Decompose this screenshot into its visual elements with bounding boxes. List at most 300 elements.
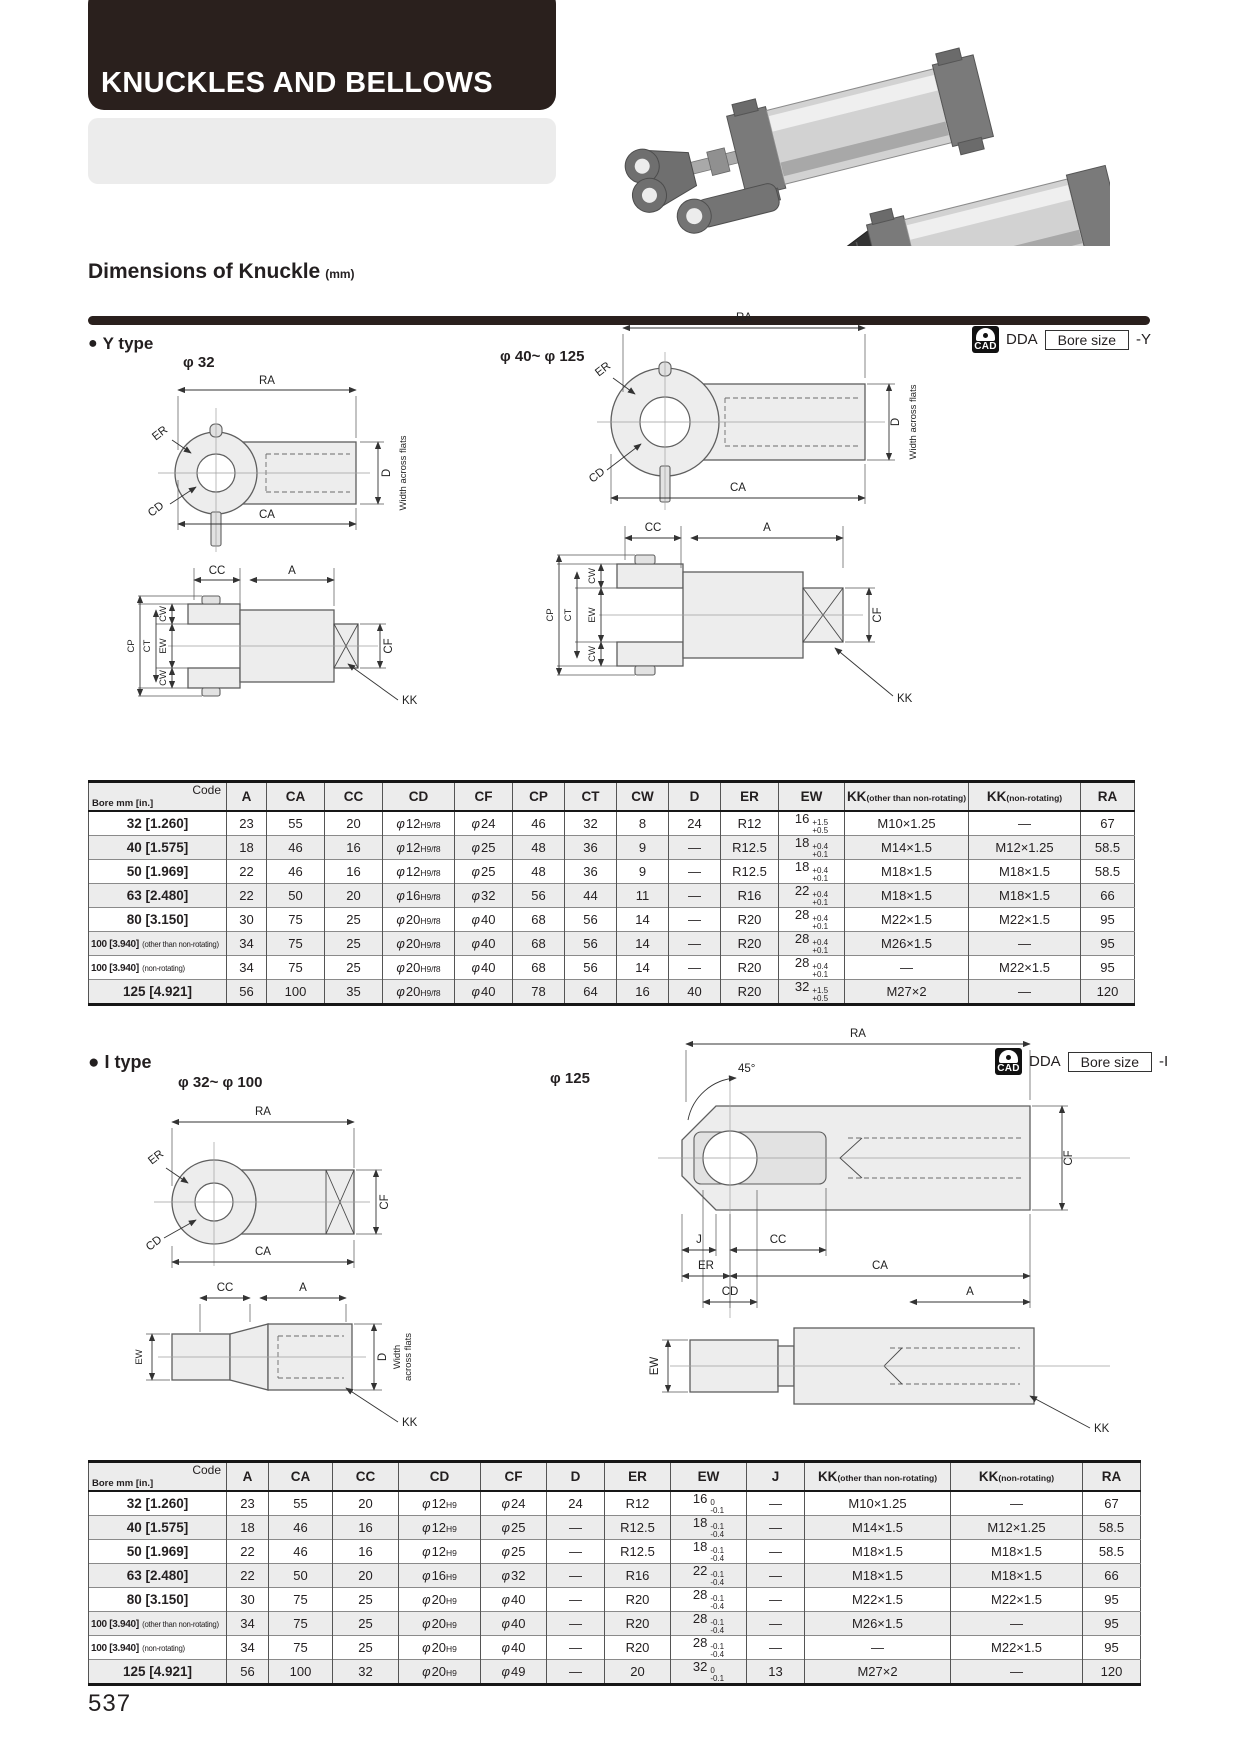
value-cell: M18×1.5: [845, 884, 969, 908]
svg-text:CP: CP: [126, 639, 137, 653]
value-cell: —: [951, 1660, 1083, 1685]
page-number: 537: [88, 1690, 132, 1717]
value-cell: —: [547, 1516, 605, 1540]
value-cell: 23: [227, 1491, 269, 1516]
bore-cell: 80 [3.150]: [89, 1588, 227, 1612]
table-row: [89, 811, 1135, 836]
value-cell: 18 +0.4 +0.1: [779, 860, 845, 884]
part-outline: [597, 352, 885, 675]
bullet-icon: ●: [88, 335, 98, 352]
svg-text:across flats: across flats: [403, 1332, 414, 1382]
svg-text:CW: CW: [587, 646, 598, 662]
page-banner: [88, 0, 556, 110]
banner-title: KNUCKLES AND BELLOWS: [101, 67, 493, 99]
value-cell: φ20H9/f8: [383, 932, 455, 956]
value-cell: M18×1.5: [845, 860, 969, 884]
svg-text:ER: ER: [150, 423, 171, 444]
svg-text:J: J: [696, 1234, 702, 1246]
value-cell: —: [747, 1516, 805, 1540]
table-row: [89, 860, 1135, 884]
value-cell: 28 -0.1 -0.4: [671, 1588, 747, 1612]
svg-text:CF: CF: [872, 607, 884, 623]
column-header: A: [227, 782, 267, 812]
value-cell: 30: [227, 1588, 269, 1612]
value-cell: 36: [565, 836, 617, 860]
value-cell: 20: [605, 1660, 671, 1685]
i-type-drawing-small: [98, 1090, 478, 1434]
value-cell: 95: [1083, 1636, 1141, 1660]
svg-text:CC: CC: [644, 522, 662, 534]
value-cell: —: [747, 1588, 805, 1612]
value-cell: 18 +0.4 +0.1: [779, 836, 845, 860]
value-cell: 56: [565, 908, 617, 932]
svg-text:KK: KK: [897, 693, 913, 705]
value-cell: 95: [1081, 908, 1135, 932]
bullet-icon: ●: [88, 1052, 100, 1073]
svg-text:A: A: [966, 1286, 974, 1298]
value-cell: 32: [333, 1660, 399, 1685]
value-cell: 50: [267, 884, 325, 908]
svg-text:CD: CD: [145, 499, 167, 520]
value-cell: 46: [267, 836, 325, 860]
value-cell: —: [951, 1491, 1083, 1516]
value-cell: —: [547, 1588, 605, 1612]
model-suffix: -I: [1159, 1053, 1169, 1070]
value-cell: 23: [227, 811, 267, 836]
svg-text:CA: CA: [255, 1246, 271, 1258]
value-cell: R12.5: [721, 860, 779, 884]
value-cell: φ40: [455, 908, 513, 932]
y-type-dimension-table: [88, 780, 1135, 1006]
value-cell: 32 +1.5 +0.5: [779, 980, 845, 1005]
value-cell: R12: [605, 1491, 671, 1516]
table-row: [89, 1516, 1141, 1540]
table-row: [89, 1540, 1141, 1564]
column-header: CA: [269, 1462, 333, 1492]
svg-text:45°: 45°: [738, 1063, 756, 1075]
svg-text:CT: CT: [142, 639, 153, 653]
svg-text:D: D: [381, 468, 393, 478]
bore-cell: 100 [3.940] (other than non-rotating): [89, 1612, 227, 1636]
table-row: [89, 980, 1135, 1005]
value-cell: M26×1.5: [845, 932, 969, 956]
value-cell: M18×1.5: [951, 1564, 1083, 1588]
value-cell: —: [747, 1540, 805, 1564]
i-type-drawing-large: [590, 1018, 1190, 1438]
value-cell: φ16H9/f8: [383, 884, 455, 908]
value-cell: φ40: [481, 1588, 547, 1612]
value-cell: φ49: [481, 1660, 547, 1685]
cad-icon: CAD: [995, 1048, 1022, 1075]
value-cell: φ16H9: [399, 1564, 481, 1588]
value-cell: φ32: [455, 884, 513, 908]
svg-text:EW: EW: [158, 638, 169, 654]
value-cell: 67: [1081, 811, 1135, 836]
value-cell: 32: [565, 811, 617, 836]
svg-text:RA: RA: [736, 312, 752, 324]
value-cell: 100: [269, 1660, 333, 1685]
value-cell: 34: [227, 956, 267, 980]
column-header: CT: [565, 782, 617, 812]
value-cell: 24: [669, 811, 721, 836]
value-cell: 28 -0.1 -0.4: [671, 1612, 747, 1636]
value-cell: 22: [227, 1540, 269, 1564]
value-cell: R16: [721, 884, 779, 908]
value-cell: 16: [333, 1540, 399, 1564]
value-cell: 22: [227, 1564, 269, 1588]
svg-text:KK: KK: [402, 695, 418, 707]
value-cell: 22 -0.1 -0.4: [671, 1564, 747, 1588]
table-row: [89, 884, 1135, 908]
value-cell: φ20H9/f8: [383, 980, 455, 1005]
value-cell: M12×1.25: [951, 1516, 1083, 1540]
value-cell: —: [669, 860, 721, 884]
column-header: ER: [721, 782, 779, 812]
value-cell: —: [969, 932, 1081, 956]
table-row: [89, 1491, 1141, 1516]
value-cell: 20: [325, 811, 383, 836]
bore-cell: 40 [1.575]: [89, 836, 227, 860]
table-row: [89, 1660, 1141, 1685]
value-cell: M22×1.5: [845, 908, 969, 932]
cylinder-photo-1: [617, 45, 996, 234]
value-cell: 120: [1081, 980, 1135, 1005]
value-cell: R12.5: [605, 1516, 671, 1540]
column-header: RA: [1083, 1462, 1141, 1492]
value-cell: —: [547, 1636, 605, 1660]
value-cell: 16 +1.5 +0.5: [779, 811, 845, 836]
svg-text:Width: Width: [392, 1344, 403, 1370]
section-heading: [88, 260, 355, 284]
value-cell: —: [547, 1540, 605, 1564]
value-cell: φ12H9/f8: [383, 836, 455, 860]
value-cell: M22×1.5: [969, 956, 1081, 980]
value-cell: 18: [227, 1516, 269, 1540]
column-header: CF: [455, 782, 513, 812]
column-header: CF: [481, 1462, 547, 1492]
value-cell: R16: [605, 1564, 671, 1588]
value-cell: 56: [227, 980, 267, 1005]
value-cell: 16: [325, 836, 383, 860]
value-cell: 56: [565, 956, 617, 980]
column-header: CW: [617, 782, 669, 812]
header-row: [89, 782, 1135, 812]
value-cell: M18×1.5: [969, 884, 1081, 908]
value-cell: 95: [1081, 956, 1135, 980]
value-cell: φ25: [481, 1516, 547, 1540]
value-cell: R20: [721, 932, 779, 956]
value-cell: 58.5: [1083, 1540, 1141, 1564]
value-cell: M14×1.5: [805, 1516, 951, 1540]
value-cell: M27×2: [845, 980, 969, 1005]
value-cell: φ24: [481, 1491, 547, 1516]
value-cell: φ20H9: [399, 1588, 481, 1612]
value-cell: —: [747, 1612, 805, 1636]
value-cell: 46: [267, 860, 325, 884]
svg-text:CT: CT: [563, 608, 574, 622]
svg-text:Width across flats: Width across flats: [908, 384, 919, 460]
svg-text:D: D: [377, 1352, 389, 1362]
value-cell: 28 +0.4 +0.1: [779, 908, 845, 932]
svg-text:CW: CW: [587, 568, 598, 584]
value-cell: 35: [325, 980, 383, 1005]
value-cell: 58.5: [1081, 860, 1135, 884]
value-cell: 11: [617, 884, 669, 908]
value-cell: M18×1.5: [951, 1540, 1083, 1564]
svg-text:CA: CA: [730, 482, 746, 494]
value-cell: 36: [565, 860, 617, 884]
value-cell: φ40: [481, 1612, 547, 1636]
value-cell: φ12H9/f8: [383, 811, 455, 836]
value-cell: R12.5: [721, 836, 779, 860]
value-cell: φ24: [455, 811, 513, 836]
banner-subpanel: [88, 118, 556, 184]
caption-y-small: φ 32: [183, 354, 215, 371]
table-row: [89, 836, 1135, 860]
value-cell: 14: [617, 932, 669, 956]
value-cell: M12×1.25: [969, 836, 1081, 860]
column-header: J: [747, 1462, 805, 1492]
column-header: RA: [1081, 782, 1135, 812]
value-cell: 28 -0.1 -0.4: [671, 1636, 747, 1660]
svg-text:ER: ER: [146, 1147, 167, 1168]
bore-cell: 100 [3.940] (other than non-rotating): [89, 932, 227, 956]
value-cell: φ12H9: [399, 1540, 481, 1564]
value-cell: M22×1.5: [805, 1588, 951, 1612]
value-cell: —: [547, 1564, 605, 1588]
cad-icon: CAD: [972, 326, 999, 353]
value-cell: —: [969, 980, 1081, 1005]
value-cell: M26×1.5: [805, 1612, 951, 1636]
value-cell: 16: [333, 1516, 399, 1540]
table-row: [89, 1588, 1141, 1612]
bore-cell: 63 [2.480]: [89, 1564, 227, 1588]
value-cell: M22×1.5: [951, 1636, 1083, 1660]
value-cell: —: [547, 1612, 605, 1636]
column-header: CC: [325, 782, 383, 812]
y-type-heading: [88, 334, 153, 354]
svg-text:CC: CC: [769, 1234, 787, 1246]
svg-text:CF: CF: [379, 1194, 391, 1210]
y-type-drawing-large: [513, 298, 963, 710]
value-cell: R20: [721, 980, 779, 1005]
value-cell: 56: [565, 932, 617, 956]
model-code: DDA: [1029, 1053, 1061, 1070]
value-cell: R20: [721, 908, 779, 932]
value-cell: —: [747, 1564, 805, 1588]
svg-text:CW: CW: [158, 606, 169, 622]
value-cell: φ12H9/f8: [383, 860, 455, 884]
value-cell: 16: [325, 860, 383, 884]
value-cell: 22: [227, 860, 267, 884]
column-header: CD: [399, 1462, 481, 1492]
bore-cell: 50 [1.969]: [89, 1540, 227, 1564]
value-cell: M10×1.25: [805, 1491, 951, 1516]
value-cell: 75: [269, 1588, 333, 1612]
model-code: DDA: [1006, 331, 1038, 348]
value-cell: 68: [513, 956, 565, 980]
value-cell: 9: [617, 836, 669, 860]
value-cell: 34: [227, 1612, 269, 1636]
column-header: CP: [513, 782, 565, 812]
value-cell: 56: [227, 1660, 269, 1685]
bore-size-box: Bore size: [1068, 1052, 1152, 1072]
column-header: EW: [671, 1462, 747, 1492]
value-cell: φ25: [455, 836, 513, 860]
table-row: [89, 956, 1135, 980]
bore-cell: 32 [1.260]: [89, 1491, 227, 1516]
value-cell: 55: [269, 1491, 333, 1516]
value-cell: 24: [547, 1491, 605, 1516]
value-cell: 28 +0.4 +0.1: [779, 932, 845, 956]
bore-cell: 125 [4.921]: [89, 980, 227, 1005]
value-cell: M10×1.25: [845, 811, 969, 836]
value-cell: 46: [513, 811, 565, 836]
column-header: KK(other than non-rotating): [805, 1462, 951, 1492]
svg-text:EW: EW: [649, 1356, 661, 1376]
table-row: [89, 908, 1135, 932]
value-cell: 44: [565, 884, 617, 908]
column-header: CA: [267, 782, 325, 812]
value-cell: φ12H9: [399, 1491, 481, 1516]
value-cell: M22×1.5: [969, 908, 1081, 932]
column-header: A: [227, 1462, 269, 1492]
value-cell: φ20H9: [399, 1636, 481, 1660]
table-row: [89, 1612, 1141, 1636]
value-cell: M14×1.5: [845, 836, 969, 860]
i-type-dimension-table: [88, 1460, 1141, 1686]
svg-text:A: A: [763, 522, 771, 534]
svg-text:A: A: [288, 565, 296, 577]
value-cell: 30: [227, 908, 267, 932]
value-cell: 75: [267, 956, 325, 980]
value-cell: 22: [227, 884, 267, 908]
caption-i-large: φ 125: [550, 1070, 590, 1087]
svg-text:A: A: [299, 1282, 307, 1294]
bore-cell: 63 [2.480]: [89, 884, 227, 908]
value-cell: 25: [325, 932, 383, 956]
value-cell: 120: [1083, 1660, 1141, 1685]
value-cell: φ20H9/f8: [383, 908, 455, 932]
value-cell: 18: [227, 836, 267, 860]
value-cell: φ40: [455, 932, 513, 956]
column-header: CC: [333, 1462, 399, 1492]
value-cell: 95: [1083, 1612, 1141, 1636]
svg-text:RA: RA: [259, 375, 275, 387]
caption-y-large: φ 40~ φ 125: [500, 348, 585, 365]
value-cell: 48: [513, 860, 565, 884]
value-cell: M18×1.5: [805, 1540, 951, 1564]
value-cell: 16 0 -0.1: [671, 1491, 747, 1516]
svg-text:Width across flats: Width across flats: [398, 435, 409, 511]
product-photo: [545, 28, 1110, 246]
value-cell: 28 +0.4 +0.1: [779, 956, 845, 980]
value-cell: 25: [333, 1588, 399, 1612]
bore-cell: 40 [1.575]: [89, 1516, 227, 1540]
value-cell: 18 -0.1 -0.4: [671, 1516, 747, 1540]
svg-text:KK: KK: [402, 1417, 418, 1429]
svg-text:CW: CW: [158, 670, 169, 686]
svg-text:CA: CA: [259, 509, 275, 521]
value-cell: 58.5: [1083, 1516, 1141, 1540]
caption-i-small: φ 32~ φ 100: [178, 1074, 263, 1091]
value-cell: 20: [325, 884, 383, 908]
value-cell: 9: [617, 860, 669, 884]
svg-text:ER: ER: [698, 1260, 714, 1272]
value-cell: 66: [1083, 1564, 1141, 1588]
bore-cell: 32 [1.260]: [89, 811, 227, 836]
bore-cell: 100 [3.940] (non-rotating): [89, 956, 227, 980]
value-cell: 78: [513, 980, 565, 1005]
value-cell: R12: [721, 811, 779, 836]
svg-text:CD: CD: [143, 1233, 165, 1254]
value-cell: —: [669, 932, 721, 956]
value-cell: —: [669, 836, 721, 860]
value-cell: R20: [721, 956, 779, 980]
value-cell: 66: [1081, 884, 1135, 908]
table-row: [89, 1564, 1141, 1588]
value-cell: 16: [617, 980, 669, 1005]
table-row: [89, 932, 1135, 956]
value-cell: 20: [333, 1564, 399, 1588]
i-type-heading: [88, 1052, 152, 1073]
value-cell: 25: [333, 1612, 399, 1636]
value-cell: 25: [333, 1636, 399, 1660]
value-cell: 32 0 -0.1: [671, 1660, 747, 1685]
value-cell: —: [747, 1491, 805, 1516]
value-cell: —: [747, 1636, 805, 1660]
y-type-label: Y type: [102, 334, 154, 353]
value-cell: R20: [605, 1612, 671, 1636]
value-cell: 68: [513, 908, 565, 932]
svg-text:CD: CD: [586, 465, 608, 486]
svg-text:KK: KK: [1094, 1423, 1110, 1435]
value-cell: 14: [617, 908, 669, 932]
svg-text:CF: CF: [1063, 1150, 1075, 1166]
svg-text:CA: CA: [872, 1260, 888, 1272]
value-cell: 100: [267, 980, 325, 1005]
column-header: D: [669, 782, 721, 812]
i-type-label: I type: [104, 1052, 152, 1072]
value-cell: R20: [605, 1588, 671, 1612]
value-cell: 46: [269, 1540, 333, 1564]
value-cell: 68: [513, 932, 565, 956]
bore-size-box: Bore size: [1045, 330, 1129, 350]
value-cell: 22 +0.4 +0.1: [779, 884, 845, 908]
value-cell: —: [669, 908, 721, 932]
value-cell: 75: [269, 1636, 333, 1660]
value-cell: M22×1.5: [951, 1588, 1083, 1612]
svg-text:CP: CP: [545, 608, 556, 622]
value-cell: 75: [267, 908, 325, 932]
value-cell: —: [669, 956, 721, 980]
value-cell: 34: [227, 1636, 269, 1660]
value-cell: 75: [267, 932, 325, 956]
column-header: CD: [383, 782, 455, 812]
value-cell: M27×2: [805, 1660, 951, 1685]
value-cell: R12.5: [605, 1540, 671, 1564]
cad-badge-y: [972, 326, 1151, 353]
value-cell: M18×1.5: [969, 860, 1081, 884]
value-cell: —: [951, 1612, 1083, 1636]
value-cell: 14: [617, 956, 669, 980]
value-cell: —: [669, 884, 721, 908]
bore-cell: 125 [4.921]: [89, 1660, 227, 1685]
value-cell: 55: [267, 811, 325, 836]
svg-text:CF: CF: [383, 638, 395, 654]
value-cell: 25: [325, 908, 383, 932]
value-cell: 95: [1081, 932, 1135, 956]
